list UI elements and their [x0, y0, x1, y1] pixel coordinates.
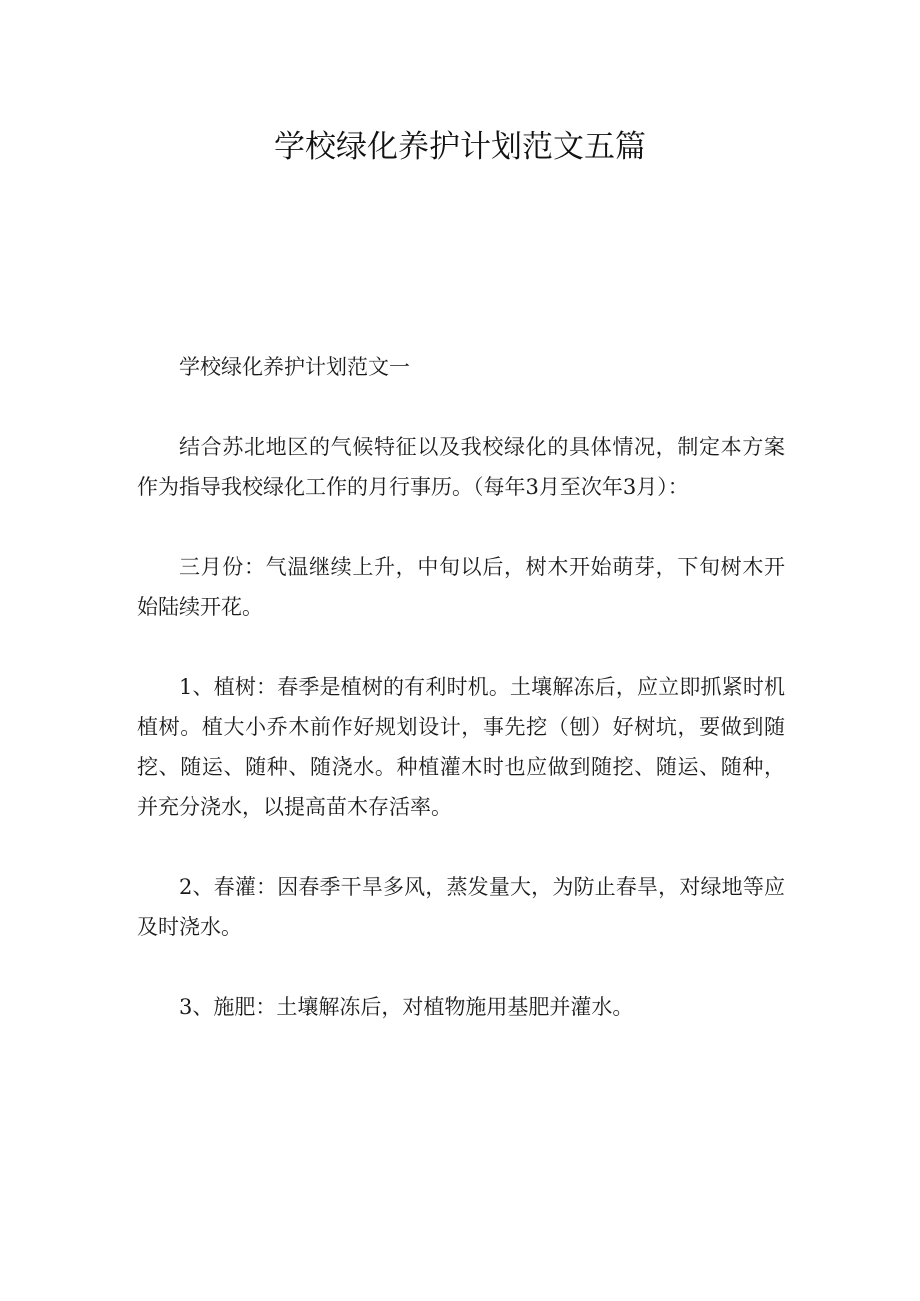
section-heading: 学校绿化养护计划范文一 — [179, 355, 410, 379]
paragraph-march: 三月份：气温继续上升，中旬以后，树木开始萌芽，下旬树木开始陆续开花。 — [137, 555, 785, 619]
paragraph-item-2: 2、春灌：因春季干旱多风，蒸发量大，为防止春旱，对绿地等应及时浇水。 — [137, 875, 785, 939]
document-body — [137, 347, 785, 1067]
document-title: 学校绿化养护计划范文五篇 — [274, 129, 646, 165]
paragraph-item-1: 1、植树：春季是植树的有利时机。土壤解冻后，应立即抓紧时机植树。植大小乔木前作好规划设计，事先挖（刨）好树坑，要做到随挖、随运、随种、随浇水。种植灌木时也应做到随挖、随运、随种，并充分浇水，以提高苗木存活率。 — [137, 675, 785, 819]
paragraph-intro: 结合苏北地区的气候特征以及我校绿化的具体情况，制定本方案作为指导我校绿化工作的月行事历。（每年3月至次年3月）： — [137, 435, 785, 499]
paragraph-item-3: 3、施肥：土壤解冻后，对植物施用基肥并灌水。 — [179, 995, 634, 1019]
